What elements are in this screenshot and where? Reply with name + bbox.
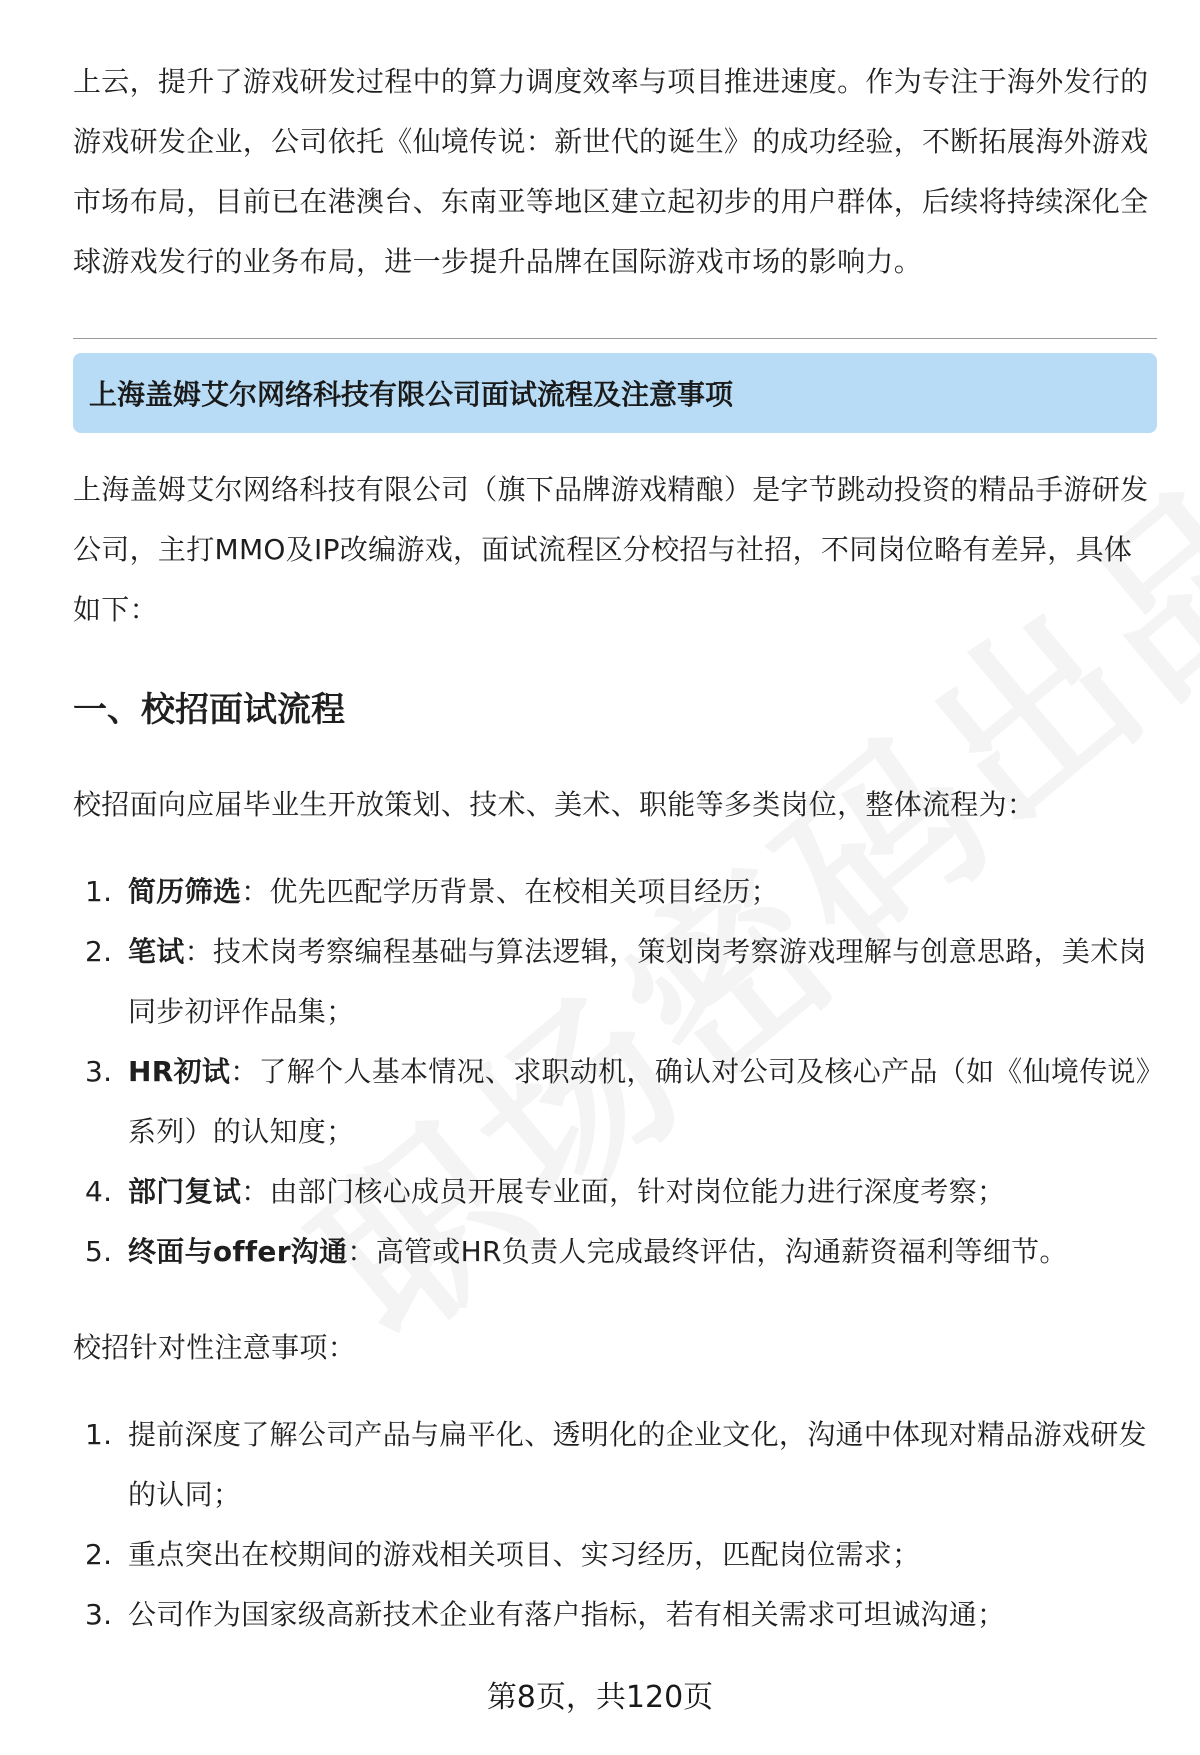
campus-steps-list	[73, 862, 1157, 1282]
list-number: 1.	[85, 875, 113, 908]
list-item	[73, 1405, 1157, 1525]
step-label: 笔试	[128, 935, 185, 968]
list-number: 3.	[85, 1598, 113, 1631]
section-description-block	[73, 460, 1157, 640]
list-item	[73, 862, 1157, 922]
list-number: 2.	[85, 935, 113, 968]
list-number: 4.	[85, 1175, 113, 1208]
step-label: HR初试	[128, 1055, 231, 1088]
list-number: 1.	[85, 1418, 113, 1451]
note-text: 重点突出在校期间的游戏相关项目、实习经历，匹配岗位需求；	[128, 1538, 921, 1571]
list-number: 5.	[85, 1235, 113, 1268]
step-text: ：由部门核心成员开展专业面，针对岗位能力进行深度考察；	[241, 1175, 1006, 1208]
list-item	[73, 1585, 1157, 1645]
list-item	[73, 922, 1157, 1042]
note-text: 提前深度了解公司产品与扁平化、透明化的企业文化，沟通中体现对精品游戏研发的认同；	[128, 1418, 1147, 1511]
campus-notes-list	[73, 1405, 1157, 1645]
step-text: ：技术岗考察编程基础与算法逻辑，策划岗考察游戏理解与创意思路，美术岗同步初评作品集；	[128, 935, 1147, 1028]
intro-block	[73, 52, 1157, 292]
intro-paragraph: 上云，提升了游戏研发过程中的算力调度效率与项目推进速度。作为专注于海外发行的游戏研发企业，公司依托《仙境传说：新世代的诞生》的成功经验，不断拓展海外游戏市场布局，目前已在港澳台、东南亚等地区建立起初步的用户群体，后续将持续深化全球游戏发行的业务布局，进一步提升品牌在国际游戏市场的影响力。	[73, 65, 1149, 278]
section-description: 上海盖姆艾尔网络科技有限公司（旗下品牌游戏精酿）是字节跳动投资的精品手游研发公司，主打MMO及IP改编游戏，面试流程区分校招与社招，不同岗位略有差异，具体如下：	[73, 473, 1149, 626]
campus-notes-block	[73, 1405, 1157, 1645]
campus-notes-intro: 校招针对性注意事项：	[73, 1331, 357, 1364]
step-label: 部门复试	[128, 1175, 242, 1208]
step-label: 终面与offer沟通	[128, 1235, 348, 1268]
step-text: ：优先匹配学历背景、在校相关项目经历；	[241, 875, 779, 908]
note-text: 公司作为国家级高新技术企业有落户指标，若有相关需求可坦诚沟通；	[128, 1598, 1006, 1631]
campus-steps-block	[73, 862, 1157, 1282]
list-number: 2.	[85, 1538, 113, 1571]
list-item	[73, 1162, 1157, 1222]
campus-notes-intro-block	[73, 1318, 1157, 1378]
step-label: 简历筛选	[128, 875, 242, 908]
campus-intro: 校招面向应届毕业生开放策划、技术、美术、职能等多类岗位，整体流程为：	[73, 788, 1036, 821]
list-item	[73, 1525, 1157, 1585]
section-title: 上海盖姆艾尔网络科技有限公司面试流程及注意事项	[89, 378, 734, 411]
list-number: 3.	[85, 1055, 113, 1088]
section-divider	[73, 338, 1157, 339]
page-indicator: 第8页，共120页	[486, 1680, 714, 1715]
list-item	[73, 1042, 1157, 1162]
campus-heading: 一、校招面试流程	[73, 690, 345, 730]
campus-heading-block	[73, 680, 1157, 740]
step-text: ：了解个人基本情况、求职动机，确认对公司及核心产品（如《仙境传说》系列）的认知度；	[128, 1055, 1151, 1148]
list-item	[73, 1222, 1157, 1282]
campus-intro-block	[73, 775, 1157, 835]
step-text: ：高管或HR负责人完成最终评估，沟通薪资福利等细节。	[347, 1235, 1068, 1268]
section-title-box	[73, 353, 1157, 433]
